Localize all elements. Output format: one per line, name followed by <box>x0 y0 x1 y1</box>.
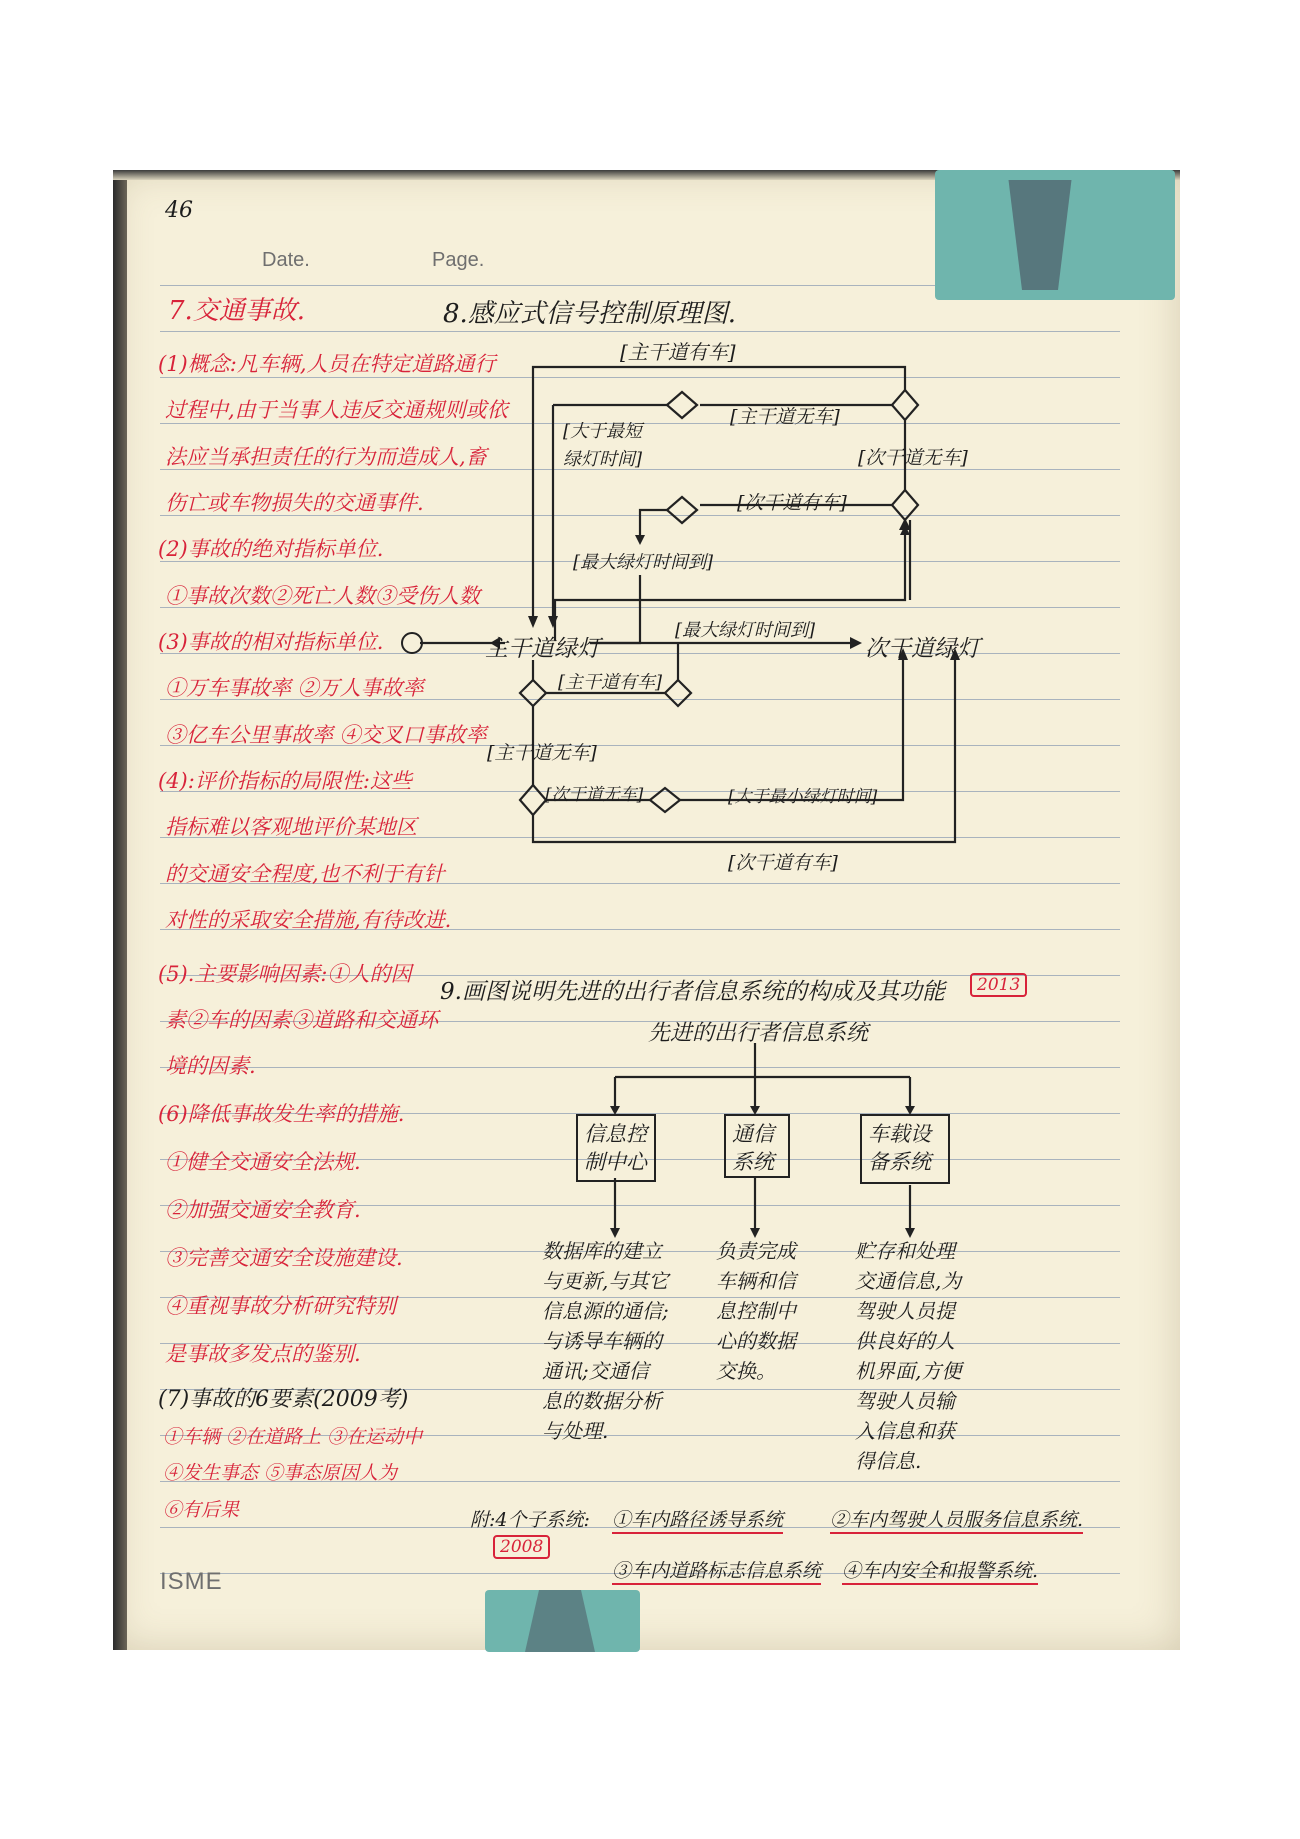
desc-line: 负责完成 <box>716 1239 796 1263</box>
desc-line: 与更新,与其它 <box>542 1269 669 1293</box>
item7-line-1: ①车辆 ②在道路上 ③在运动中 <box>163 1426 423 1448</box>
desc-line: 息控制中 <box>716 1299 796 1323</box>
date-label: Date. <box>262 249 310 271</box>
appendix-item-1: ①车内路径诱导系统 <box>612 1505 783 1534</box>
item7-title: (7)事故的6要素(2009考) <box>158 1387 409 1412</box>
section7-line: 是事故多发点的鉴别. <box>165 1342 361 1366</box>
ats-root: 先进的出行者信息系统 <box>648 1021 869 1046</box>
section7-line: ①万车事故率 ②万人事故率 <box>165 676 424 700</box>
desc-line: 交换。 <box>716 1359 776 1383</box>
desc-info-control-center <box>542 1236 669 1446</box>
desc-line: 供良好的人 <box>855 1329 955 1353</box>
desc-line: 得信息. <box>855 1449 922 1473</box>
appendix-item-4: ④车内安全和报警系统. <box>842 1556 1038 1585</box>
section7-title: 7.交通事故. <box>168 296 306 326</box>
item7-line-3: ⑥有后果 <box>163 1499 240 1521</box>
node-minor-green: 次干道绿灯 <box>865 636 980 662</box>
label-minor-no-car: [次干道无车] <box>858 447 968 469</box>
label-main-has-car-mid: [主干道有车] <box>558 672 663 693</box>
section7-line: 对性的采取安全措施,有待改进. <box>165 908 452 932</box>
desc-line: 驾驶人员提 <box>855 1299 955 1323</box>
label-minor-has-car-bottom: [次干道有车] <box>728 852 838 874</box>
section7-line: ③完善交通安全设施建设. <box>165 1246 403 1270</box>
box-communication-system: 通信系统 <box>724 1114 790 1178</box>
desc-line: 信息源的通信; <box>542 1299 669 1323</box>
label-main-no-car-left: [主干道无车] <box>487 742 597 764</box>
section7-line: (1)概念:凡车辆,人员在特定道路通行 <box>158 352 496 376</box>
desc-communication-system <box>716 1236 796 1386</box>
label-min-green-1: [大于最短 <box>563 421 643 442</box>
year-badge-2008: 2008 <box>493 1535 550 1559</box>
desc-line: 贮存和处理 <box>855 1239 955 1263</box>
desc-line: 与诱导车辆的 <box>542 1329 662 1353</box>
section9-title: 9.画图说明先进的出行者信息系统的构成及其功能 <box>440 979 945 1005</box>
desc-line: 与处理. <box>542 1419 609 1443</box>
section7-line: ①健全交通安全法规. <box>165 1150 361 1174</box>
desc-line: 数据库的建立 <box>542 1239 662 1263</box>
item7-line-2: ④发生事态 ⑤事态原因人为 <box>163 1462 398 1484</box>
desc-line: 息的数据分析 <box>542 1389 662 1413</box>
page-number: 46 <box>165 198 193 223</box>
desc-line: 心的数据 <box>716 1329 796 1353</box>
section7-line: (4):评价指标的局限性:这些 <box>158 769 412 793</box>
year-badge-2013: 2013 <box>970 973 1027 997</box>
section7-line: 境的因素. <box>165 1054 256 1078</box>
label-minor-no-car-bottom: [次干道无车] <box>545 785 644 805</box>
section7-line: ②加强交通安全教育. <box>165 1198 361 1222</box>
label-main-no-car: [主干道无车] <box>730 406 840 428</box>
box-onboard-equipment: 车载设备系统 <box>860 1114 950 1184</box>
section7-line: (2)事故的绝对指标单位. <box>158 537 384 561</box>
label-min-green-2: 绿灯时间] <box>563 449 643 470</box>
label-main-has-car-top: [主干道有车] <box>620 340 736 364</box>
section7-line: 的交通安全程度,也不利于有针 <box>165 862 445 886</box>
section7-line: 法应当承担责任的行为而造成人,畜 <box>165 445 487 469</box>
desc-line: 驾驶人员输 <box>855 1389 955 1413</box>
desc-line: 交通信息,为 <box>855 1269 962 1293</box>
box-info-control-center: 信息控制中心 <box>576 1114 656 1182</box>
section7-line: 伤亡或车物损失的交通事件. <box>165 491 424 515</box>
label-minor-has-car: [次干道有车] <box>737 492 847 514</box>
appendix-prefix: 附:4个子系统: <box>470 1509 590 1531</box>
page-label: Page. <box>432 249 485 271</box>
section7-line: 指标难以客观地评价某地区 <box>165 815 417 839</box>
section8-title: 8.感应式信号控制原理图. <box>443 299 737 329</box>
label-max-green-1: [最大绿灯时间到] <box>573 552 714 573</box>
desc-line: 入信息和获 <box>855 1419 955 1443</box>
label-max-green-2: [最大绿灯时间到] <box>675 620 816 641</box>
section7-line: ④重视事故分析研究特别 <box>165 1294 396 1318</box>
section7-line: ③亿车公里事故率 ④交叉口事故率 <box>165 723 487 747</box>
desc-line: 车辆和信 <box>716 1269 796 1293</box>
desc-onboard-equipment <box>855 1236 961 1476</box>
section7-line: 素②车的因素③道路和交通环 <box>165 1008 438 1032</box>
appendix-item-3: ③车内道路标志信息系统 <box>612 1556 821 1585</box>
section7-line: (3)事故的相对指标单位. <box>158 630 384 654</box>
appendix-item-2: ②车内驾驶人员服务信息系统. <box>830 1505 1083 1534</box>
desc-line: 机界面,方便 <box>855 1359 962 1383</box>
label-min-green-bottom: [大于最小绿灯时间] <box>728 787 878 807</box>
desc-line: 通讯;交通信 <box>542 1359 649 1383</box>
section7-line: 过程中,由于当事人违反交通规则或依 <box>165 398 508 422</box>
brand-logo: ISME <box>160 1568 223 1595</box>
section7-line: (5).主要影响因素:①人的因 <box>158 962 412 986</box>
node-main-green: 主干道绿灯 <box>485 636 600 662</box>
section7-line: (6)降低事故发生率的措施. <box>158 1102 405 1126</box>
section7-line: ①事故次数②死亡人数③受伤人数 <box>165 584 480 608</box>
